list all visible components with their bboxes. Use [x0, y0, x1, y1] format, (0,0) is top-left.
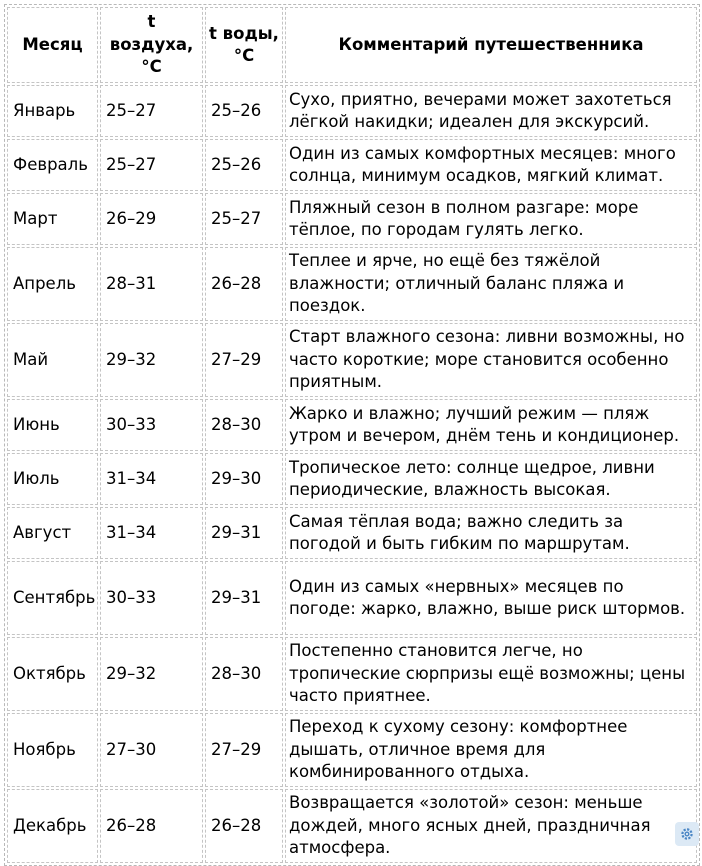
cell-water-temp: 26–28 [205, 789, 283, 863]
cell-water-temp: 25–26 [205, 85, 283, 137]
cell-air-temp: 29–32 [100, 323, 203, 397]
cell-water-temp: 28–30 [205, 399, 283, 451]
cell-water-temp: 28–30 [205, 637, 283, 711]
cell-air-temp: 28–31 [100, 247, 203, 321]
table-row [7, 453, 697, 505]
table-row [7, 637, 697, 711]
table-row [7, 247, 697, 321]
table-row [7, 713, 697, 787]
gear-icon-glyph [679, 826, 695, 842]
cell-air-temp: 29–32 [100, 637, 203, 711]
cell-water-temp: 25–26 [205, 139, 283, 191]
cell-water-temp: 27–29 [205, 323, 283, 397]
cell-comment: Один из самых комфортных месяцев: много солнца, минимум осадков, мягкий климат. [285, 139, 697, 191]
cell-comment: Старт влажного сезона: ливни возможны, но часто короткие; море становится особенно приятным. [285, 323, 697, 397]
table-header-row [7, 7, 697, 83]
table-row [7, 507, 697, 559]
cell-water-temp: 29–31 [205, 561, 283, 635]
cell-month: Ноябрь [7, 713, 98, 787]
cell-water-temp: 26–28 [205, 247, 283, 321]
cell-month: Октябрь [7, 637, 98, 711]
cell-water-temp: 29–30 [205, 453, 283, 505]
cell-air-temp: 25–27 [100, 139, 203, 191]
table-row [7, 323, 697, 397]
cell-month: Январь [7, 85, 98, 137]
cell-comment: Возвращается «золотой» сезон: меньше дождей, много ясных дней, праздничная атмосфера. [285, 789, 697, 863]
cell-comment: Теплее и ярче, но ещё без тяжёлой влажности; отличный баланс пляжа и поездок. [285, 247, 697, 321]
table-row [7, 85, 697, 137]
cell-water-temp: 27–29 [205, 713, 283, 787]
header-water-temp: t воды, °C [205, 7, 283, 83]
gear-icon[interactable] [675, 822, 699, 846]
cell-air-temp: 31–34 [100, 507, 203, 559]
cell-comment: Один из самых «нервных» месяцев по погоде: жарко, влажно, выше риск штормов. [285, 561, 697, 635]
cell-air-temp: 30–33 [100, 399, 203, 451]
cell-air-temp: 26–28 [100, 789, 203, 863]
cell-air-temp: 31–34 [100, 453, 203, 505]
header-comment: Комментарий путешественника [285, 7, 697, 83]
cell-comment: Постепенно становится легче, но тропические сюрпризы ещё возможны; цены часто приятнее. [285, 637, 697, 711]
table-row [7, 193, 697, 245]
cell-month: Декабрь [7, 789, 98, 863]
climate-table [4, 4, 700, 866]
cell-month: Февраль [7, 139, 98, 191]
cell-month: Апрель [7, 247, 98, 321]
table-row [7, 561, 697, 635]
cell-month: Март [7, 193, 98, 245]
cell-air-temp: 25–27 [100, 85, 203, 137]
cell-comment: Тропическое лето: солнце щедрое, ливни периодические, влажность высокая. [285, 453, 697, 505]
cell-water-temp: 29–31 [205, 507, 283, 559]
cell-month: Август [7, 507, 98, 559]
cell-air-temp: 26–29 [100, 193, 203, 245]
cell-water-temp: 25–27 [205, 193, 283, 245]
cell-month: Сентябрь [7, 561, 98, 635]
cell-comment: Пляжный сезон в полном разгаре: море тёплое, по городам гулять легко. [285, 193, 697, 245]
cell-air-temp: 27–30 [100, 713, 203, 787]
header-air-temp: t воздуха, °C [100, 7, 203, 83]
cell-comment: Переход к сухому сезону: комфортнее дышать, отличное время для комбинированного отдыха. [285, 713, 697, 787]
cell-comment: Самая тёплая вода; важно следить за погодой и быть гибким по маршрутам. [285, 507, 697, 559]
cell-comment: Сухо, приятно, вечерами может захотеться лёгкой накидки; идеален для экскурсий. [285, 85, 697, 137]
cell-air-temp: 30–33 [100, 561, 203, 635]
table-row [7, 399, 697, 451]
table-row [7, 139, 697, 191]
cell-month: Июль [7, 453, 98, 505]
cell-month: Июнь [7, 399, 98, 451]
header-month: Месяц [7, 7, 98, 83]
cell-month: Май [7, 323, 98, 397]
table-row [7, 789, 697, 863]
cell-comment: Жарко и влажно; лучший режим — пляж утром и вечером, днём тень и кондиционер. [285, 399, 697, 451]
